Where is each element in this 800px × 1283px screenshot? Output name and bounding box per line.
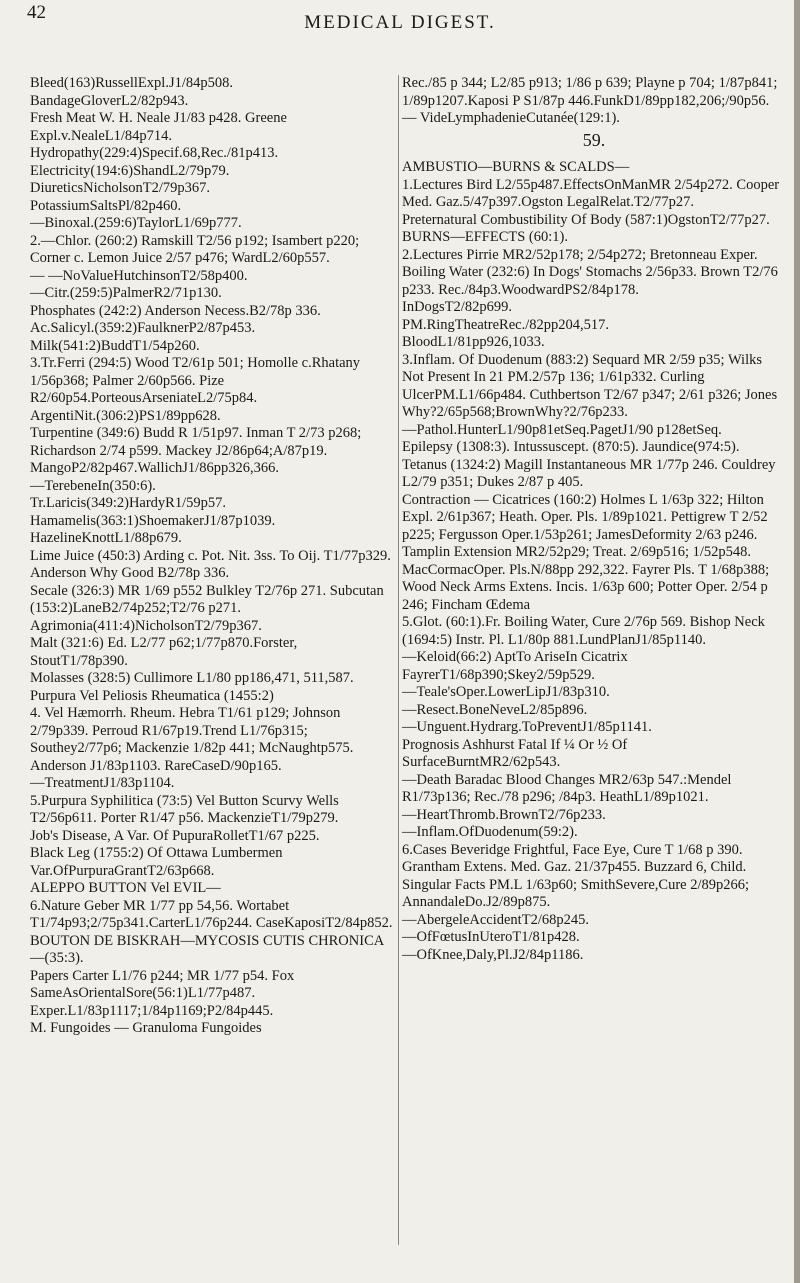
index-entry: 5.Glot. (60:1).Fr. Boiling Water, Cure 2/76p 569. Bishop Neck (1694:5) Instr. Pl. L1/80p 881.LundPlanJ1/85p1140. [402,614,765,648]
index-entry: Lime Juice (450:3) Arding c. Pot. Nit. 3ss. To Oij. T1/77p329. Anderson Why Good B2/78p 336. [30,547,391,581]
index-entry: M. Fungoides — Granuloma Fungoides [30,1020,262,1036]
index-entry: BloodL1/81pp926,1033. [402,334,545,350]
index-entry: Hamamelis(363:1)ShoemakerJ1/87p1039. [30,512,276,529]
column-divider [398,75,399,1245]
index-entry: MangoP2/82p467.WallichJ1/86pp326,366. [30,460,279,476]
index-entry: Fresh Meat W. H. Neale J1/83 p428. Greene Expl.v.NealeL1/84p714. [30,110,287,144]
index-entry: 5.Purpura Syphilitica (73:5) Vel Button Scurvy Wells T2/56p611. Porter R1/47 p56. MackenzieT1/79p279. [30,792,339,826]
index-entry: —Citr.(259:5)PalmerR2/71p130. [30,285,222,301]
index-entry: 4. Vel Hæmorrh. Rheum. Hebra T1/61 p129; Johnson 2/79p339. Perroud R1/67p19.Trend L1/76p315; Southey2/77p6; Mackenzie 1/82p 441; McNaughtp575. Anderson J1/83p1103. RareCaseD/90p165. [30,705,354,774]
index-entry: Bleed(163)RussellExpl.J1/84p508. [30,75,233,91]
index-entry: HazelineKnottL1/88p679. [30,530,182,546]
index-entry: —Keloid(66:2) AptTo AriseIn Cicatrix FayrerT1/68p390;Skey2/59p529. [402,649,628,683]
index-entry: InDogsT2/82p699. [402,299,512,315]
index-entry: 6.Nature Geber MR 1/77 pp 54,56. Wortabet T1/74p93;2/75p341.CarterL1/76p244. CaseKaposiT2/84p852. [30,897,393,931]
index-entry: —Death Baradac Blood Changes MR2/63p 547.:Mendel R1/73p136; Rec./78 p296; /84p3. HeathL1/89p1021. [402,771,732,805]
index-entry: Tr.Laricis(349:2)HardyR1/59p57. [30,495,227,511]
index-entry: — —NoValueHutchinsonT2/58p400. [30,267,248,284]
index-entry: BOUTON DE BISKRAH—MYCOSIS CUTIS CHRONICA—(35:3). [30,932,385,966]
running-head: MEDICAL DIGEST. [304,12,496,33]
index-entry: Purpura Vel Peliosis Rheumatica (1455:2) [30,687,274,704]
index-entry: Agrimonia(411:4)NicholsonT2/79p367. [30,617,262,634]
index-entry: PM.RingTheatreRec./82pp204,517. [402,316,610,333]
index-entry: —AbergeleAccidentT2/68p245. [402,911,589,928]
index-entry: Preternatural Combustibility Of Body (587:1)OgstonT2/77p27. [402,211,770,228]
index-entry: BURNS—EFFECTS (60:1). [402,229,568,245]
index-entry: Phosphates (242:2) Anderson Necess.B2/78p 336. [30,302,321,319]
index-entry: 2.Lectures Pirrie MR2/52p178; 2/54p272; Bretonneau Exper. Boiling Water (232:6) In Dogs' Stomachs 2/56p33. Brown T2/76 p233. Rec./84p3.WoodwardPS2/84p178. [402,246,778,298]
index-entry: —HeartThromb.BrownT2/76p233. [402,806,606,823]
index-entry: 3.Tr.Ferri (294:5) Wood T2/61p 501; Homolle c.Rhatany 1/56p368; Palmer 2/60p566. Pize R2/60p54.PorteousArseniateL2/75p84. [30,355,361,406]
index-entry: BandageGloverL2/82p943. [30,92,189,109]
index-entry: — VideLymphadenieCutanée(129:1). [402,110,620,126]
index-entry: —Resect.BoneNeveL2/85p896. [402,701,588,718]
index-entry: —OfKnee,Daly,Pl.J2/84p1186. [402,946,584,963]
index-entry: Contraction — Cicatrices (160:2) Holmes L 1/63p 322; Hilton Expl. 2/61p367; Heath. Oper. Pls. 1/89p1021. Pettigrew T 2/52 p225; Fergusson Oper.1/53p261; JamesDeformity 2/63 p246. Tamplin Extension MR2/52p29; Treat. 2/69p516; 1/52p548. MacCormacOper. Pls.N/88pp 292,322. Fayrer Pls. T 1/68p388; Wood Neck Arms Extens. Incis. 1/63p 600; Potter Oper. 2/54 p 246; Fincham Œdema [402,491,770,613]
index-entry: Tetanus (1324:2) Magill Instantaneous MR 1/77p 246. Couldrey L2/79 p351; Dukes 2/87 p 405. [402,456,776,490]
right-column [402,75,786,964]
index-entry: Milk(541:2)BuddT1/54p260. [30,337,200,354]
index-entry: AMBUSTIO—BURNS & SCALDS— [402,159,630,175]
index-entry: Black Leg (1755:2) Of Ottawa Lumbermen Var.OfPurpuraGrantT2/63p668. [30,845,283,879]
index-entry: Turpentine (349:6) Budd R 1/51p97. Inman T 2/73 p268; Richardson 2/74 p599. Mackey J2/86p64;A/87p19. [30,425,362,459]
index-entry: Secale (326:3) MR 1/69 p552 Bulkley T2/76p 271. Subcutan (153:2)LaneB2/74p252;T2/76 p271. [30,582,384,616]
index-entry: —TerebeneIn(350:6). [30,477,156,494]
section-number: 59. [582,129,606,150]
page-edge [794,0,800,1283]
index-entry: 2.—Chlor. (260:2) Ramskill T2/56 p192; Isambert p220; Corner c. Lemon Juice 2/57 p476; WardL2/60p557. [30,232,360,266]
index-entry: 1.Lectures Bird L2/55p487.EffectsOnManMR 2/54p272. Cooper Med. Gaz.5/47p397.Ogston LegalRelat.T2/77p27. [402,176,780,210]
index-entry: Malt (321:6) Ed. L2/77 p62;1/77p870.Forster, StoutT1/78p390. [30,635,298,669]
left-column [30,75,398,1038]
index-entry: Papers Carter L1/76 p244; MR 1/77 p54. Fox SameAsOrientalSore(56:1)L1/77p487. Exper.L1/83p1117;1/84p1169;P2/84p445. [30,967,295,1019]
index-entry: —Pathol.HunterL1/90p81etSeq.PagetJ1/90 p128etSeq. [402,421,722,438]
index-entry: ArgentiNit.(306:2)PS1/89pp628. [30,407,221,424]
index-entry: Prognosis Ashhurst Fatal If ¼ Or ½ Of SurfaceBurntMR2/62p543. [402,736,628,770]
index-entry: ALEPPO BUTTON Vel EVIL— [30,880,221,896]
index-entry: Ac.Salicyl.(359:2)FaulknerP2/87p453. [30,320,256,336]
index-entry: Hydropathy(229:4)Specif.68,Rec./81p413. [30,145,279,161]
page-number: 42 [27,2,46,23]
index-entry: PotassiumSaltsPl/82p460. [30,197,182,214]
index-entry: —OfFœtusInUteroT1/81p428. [402,929,580,945]
index-entry: —TreatmentJ1/83p1104. [30,775,175,791]
index-entry: 3.Inflam. Of Duodenum (883:2) Sequard MR 2/59 p35; Wilks Not Present In 21 PM.2/57p 136; 1/61p332. Curling UlcerPM.L1/66p484. Cuthbertson T2/67 p347; 2/61 p326; Jones Why?2/65p568;BrownWhy?2/76p233. [402,351,778,420]
index-entry: Rec./85 p 344; L2/85 p913; 1/86 p 639; Playne p 704; 1/87p841; 1/89p1207.Kaposi P S1/87p 446.FunkD1/89pp182,206;/90p56. [402,75,778,109]
index-entry: 6.Cases Beveridge Frightful, Face Eye, Cure T 1/68 p 390. Grantham Extens. Med. Gaz. 21/37p455. Buzzard 6, Child. Singular Facts PM.L 1/63p60; SmithSevere,Cure 2/89p266; AnnandaleDo.J2/89p875. [402,841,750,910]
index-entry: —Teale'sOper.LowerLipJ1/83p310. [402,684,610,700]
index-entry: Molasses (328:5) Cullimore L1/80 pp186,471, 511,587. [30,670,354,686]
index-entry: —Inflam.OfDuodenum(59:2). [402,824,578,840]
index-entry: DiureticsNicholsonT2/79p367. [30,180,211,196]
index-entry: —Unguent.Hydrarg.ToPreventJ1/85p1141. [402,719,652,735]
index-entry: —Binoxal.(259:6)TaylorL1/69p777. [30,215,242,231]
index-entry: Electricity(194:6)ShandL2/79p79. [30,162,230,179]
index-entry: Job's Disease, A Var. Of PupuraRolletT1/67 p225. [30,827,320,844]
index-entry: Epilepsy (1308:3). Intussuscept. (870:5). Jaundice(974:5). [402,439,740,455]
